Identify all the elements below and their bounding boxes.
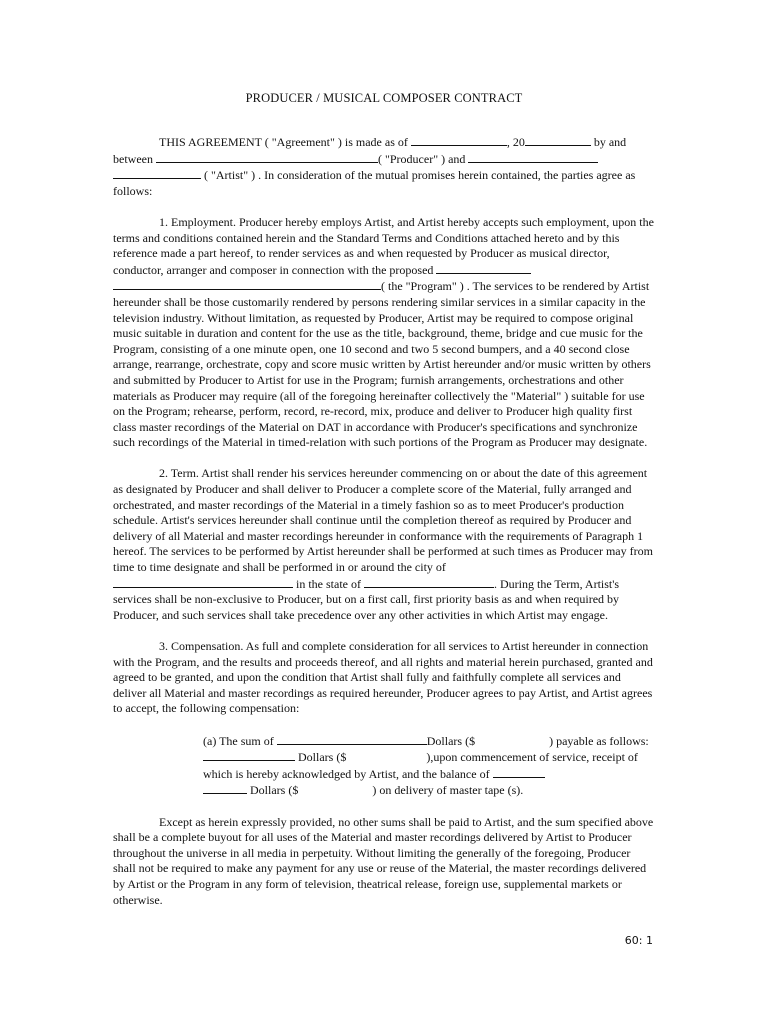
term-text-3: . During the Term, Artist's services shall be non-exclusive to Producer, but on a first call, first priority basis as and when required by Producer, and such services shall take precedence over any other activities in which Artist may engage. [113, 576, 620, 622]
sum-words-blank [277, 733, 427, 745]
artist-name-blank-2 [113, 167, 201, 179]
document-title: PRODUCER / MUSICAL COMPOSER CONTRACT [245, 91, 523, 105]
program-name-blank-2 [113, 278, 381, 290]
employment-text-1: 1. Employment. Producer hereby employs Artist, and Artist hereby accepts such employment, upon the terms and conditions contained herein and the Standard Terms and Conditions attached hereto and by this reference made a part hereof, to render services as and when requested by Producer as musical director, conductor, arranger and composer in connection with the proposed [113, 214, 654, 277]
except-text-1: Except as herein expressly provided, no other sums shall be paid to Artist, and the sum specified above shall be a complete buyout for all uses of the Material and master recordings delivered by Artist to Producer throughout the universe in all media in perpetuity. Without limiting the generally of the foregoing, Producer shall not be required to make any payment for any use or reuse of the Material, the master recordings delivered by Artist or the Program in any form of television, theatrical release, foreign use, supplemental markets or otherwise. [113, 814, 654, 907]
compensation-paragraph [113, 639, 656, 717]
term-text-1: 2. Term. Artist shall render his services hereunder commencing on or about the date of this agreement as designated by Producer and shall deliver to Producer a complete score of the Material, fully arranged and orchestrated, and master recordings of the Material in a timely fashion so as to meet Producer's production schedule. Artist's services hereunder shall continue until the completion thereof as required by Producer and delivery of all Material and master recordings hereunder in conformance with the requirements of Paragraph 1 hereof. The services to be performed by Artist hereunder shall be performed at such times as Producer may from time to time designate and shall be performed in or around the city of [113, 466, 653, 575]
sub-a-text-7: ) on delivery of master tape (s). [372, 783, 524, 798]
year-blank [525, 134, 591, 146]
employment-text-2: ( the "Program" ) . The services to be rendered by Artist hereunder shall be those customarily rendered by persons rendering similar services in a similar capacity in the television industry. Without limitation, as requested by Producer, Artist may be required to compose original music suitable in duration and content for the use as the title, background, theme, bridge and cue music for the Program, consisting of a one minute open, one 10 second and two 5 second bumpers, and a 40 second close arrange, rearrange, orchestrate, copy and score music written by Artist hereunder and/or music written by others and submitted by Producer to Artist for use in the Program; furnish arrangements, orchestrations and other materials as Producer may require (all of the foregoing hereinafter collectively the "Material" ) suitable for use on the Program; rehearse, perform, record, re-record, mix, produce and deliver to Producer high quality first class master recordings of the Material on DAT in accordance with Producer's specifications and synchronize such recordings of the Material in timed-relation with such portions of the Program as Producer may designate. [113, 279, 651, 450]
balance-blank-1 [493, 766, 545, 778]
intro-text-4: between [113, 151, 156, 166]
sub-a-text-2: Dollars ($ [426, 733, 476, 748]
contract-body [113, 134, 656, 924]
sub-a-text-3: ) payable as follows: [549, 733, 649, 748]
employment-paragraph [113, 215, 656, 451]
state-blank [364, 576, 494, 588]
artist-name-blank-1 [468, 151, 598, 163]
intro-text-6: ( "Artist" ) . In consideration of the mutual promises herein contained, the parties agree as follows: [113, 168, 636, 198]
payment-subparagraph-a [113, 733, 656, 799]
sub-a-text-1: (a) The sum of [203, 733, 277, 748]
program-name-blank-1 [436, 262, 531, 274]
sub-a-text-6: Dollars ($ [247, 783, 299, 798]
intro-text-1: THIS AGREEMENT ( "Agreement" ) is made as of [159, 135, 411, 149]
sub-a-text-4: Dollars ($ [295, 750, 347, 765]
sub-a-text-5: ),upon commencement of service, receipt of which is hereby acknowledged by Artist, and the balance of [203, 750, 638, 781]
intro-text-5: ( "Producer" ) and [377, 151, 469, 166]
intro-text-2: , 20 [506, 135, 525, 149]
balance-blank-2 [203, 782, 247, 794]
page-number: 60: 1 [624, 934, 653, 947]
intro-text-3: by and [590, 135, 627, 149]
term-text-2: in the state of [293, 576, 364, 591]
except-paragraph [113, 815, 656, 909]
city-blank [113, 576, 293, 588]
compensation-text-1: 3. Compensation. As full and complete consideration for all services to Artist hereunder in connection with the Program, and the results and proceeds thereof, and all rights and material herein purchased, granted and agreed to be granted, and upon the condition that Artist shall fully and faithfully complete all services and deliver all Material and master recordings as required hereunder, Producer agrees to pay Artist, and Artist agrees to accept, the following compensation: [113, 639, 653, 716]
term-paragraph [113, 466, 656, 623]
date-blank [411, 134, 507, 146]
producer-name-blank [156, 151, 378, 163]
intro-paragraph [113, 134, 656, 199]
first-payment-blank [203, 749, 295, 761]
